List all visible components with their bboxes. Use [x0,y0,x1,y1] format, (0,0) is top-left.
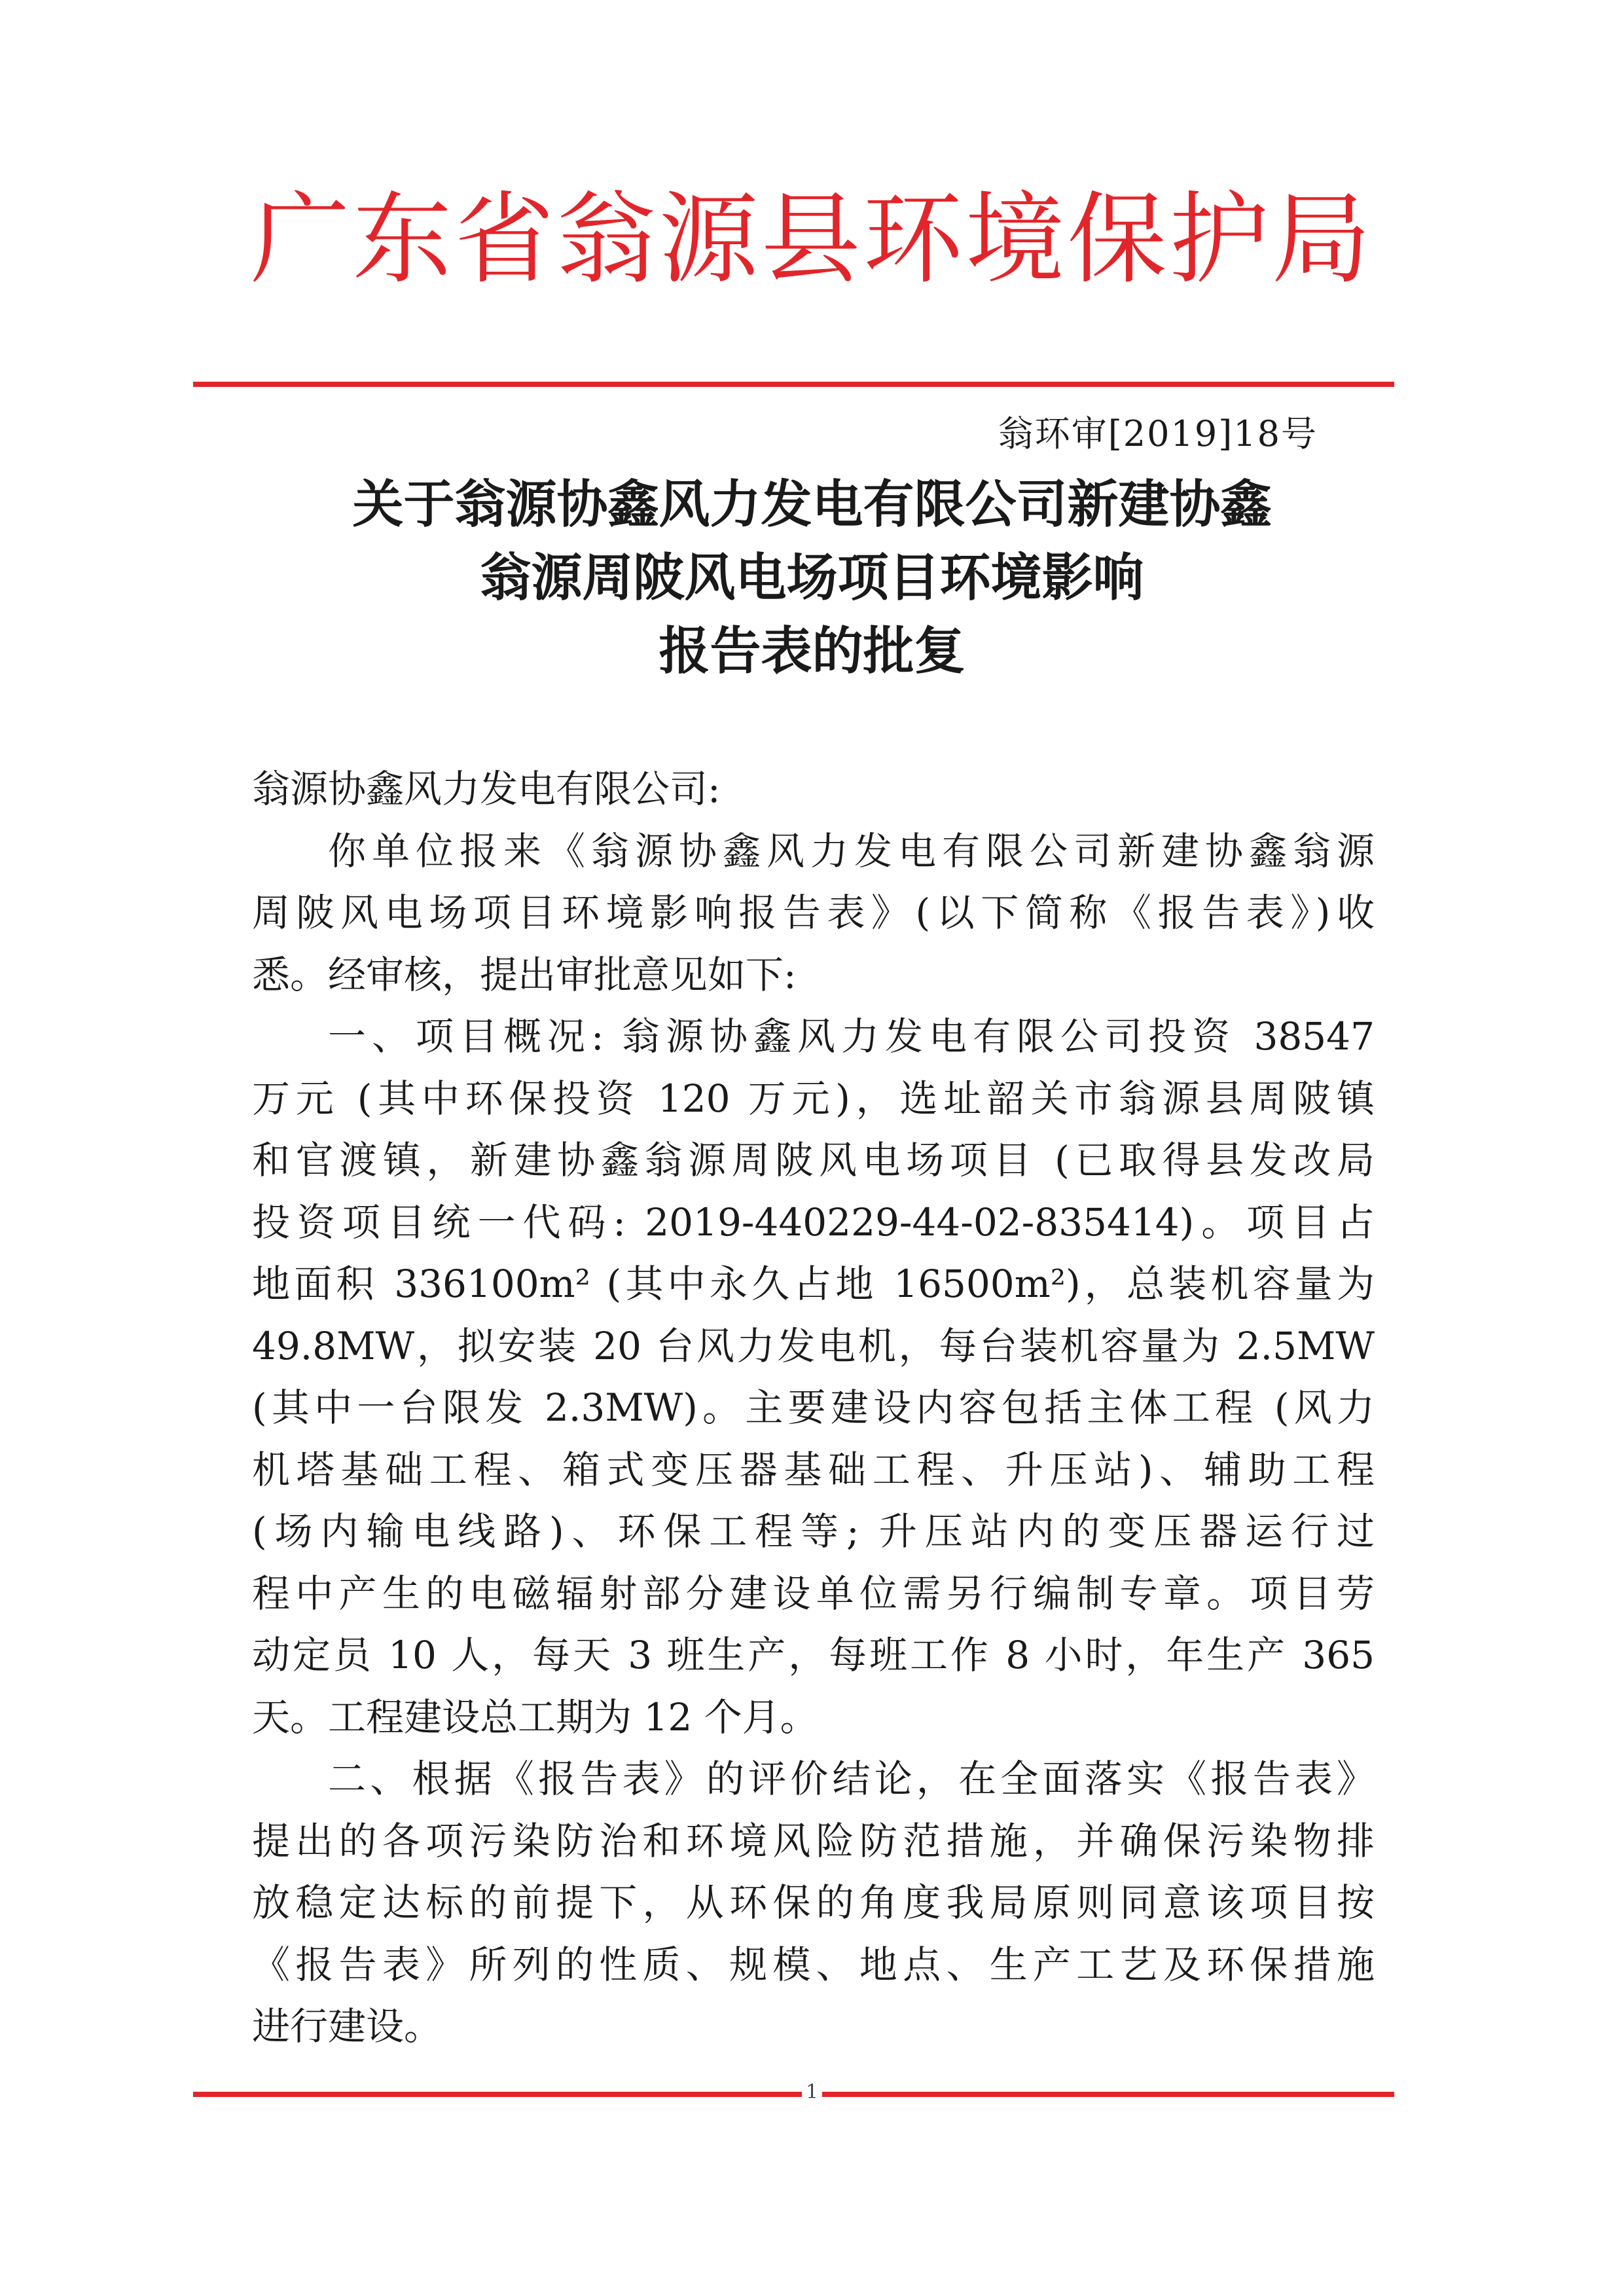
body-line: 进行建设。 [252,2004,442,2049]
salutation: 翁源协鑫风力发电有限公司: [252,767,721,811]
agency-header: 广东省翁源县环境保护局 [250,181,1374,297]
body-line: 和官渡镇，新建协鑫翁源周陂风电场项目 (已取得县发改局 [252,1138,1375,1182]
body-line: 提出的各项污染防治和环境风险防范措施，并确保污染物排 [252,1818,1375,1863]
body-line: 放稳定达标的前提下，从环保的角度我局原则同意该项目按 [252,1880,1375,1925]
body-line: 程中产生的电磁辐射部分建设单位需另行编制专章。项目劳 [252,1571,1375,1616]
body-line: 49.8MW，拟安装 20 台风力发电机，每台装机容量为 2.5MW [252,1323,1375,1368]
page-number: 1 [802,2081,822,2104]
body-line: 你单位报来《翁源协鑫风力发电有限公司新建协鑫翁源 [328,828,1375,873]
document-title [0,468,1624,688]
body-line: 周陂风电场项目环境影响报告表》(以下简称《报告表》)收 [252,890,1375,935]
header-divider-line [193,382,1394,387]
document-number: 翁环审[2019]18号 [998,413,1318,454]
body-line: 万元 (其中环保投资 120 万元)，选址韶关市翁源县周陂镇 [252,1076,1375,1121]
body-line: 机塔基础工程、箱式变压器基础工程、升压站)、辅助工程 [252,1447,1375,1492]
body-line: 《报告表》所列的性质、规模、地点、生产工艺及环保措施 [252,1942,1375,1987]
title-line: 关于翁源协鑫风力发电有限公司新建协鑫 [352,475,1272,534]
body-line: 动定员 10 人，每天 3 班生产，每班工作 8 小时，年生产 365 [252,1633,1375,1677]
body-line: 天。工程建设总工期为 12 个月。 [252,1694,818,1740]
document-body [252,758,1375,2058]
body-line: 投资项目统一代码: 2019-440229-44-02-835414)。项目占 [252,1199,1375,1245]
title-line: 翁源周陂风电场项目环境影响 [480,548,1144,608]
body-line: 悉。经审核，提出审批意见如下: [252,952,797,997]
body-line: 二、根据《报告表》的评价结论，在全面落实《报告表》 [328,1757,1375,1801]
body-line: (其中一台限发 2.3MW)。主要建设内容包括主体工程 (风力 [252,1385,1375,1430]
body-line: 一、项目概况: 翁源协鑫风力发电有限公司投资 38547 [328,1014,1375,1059]
footer-divider-line [193,2092,1394,2097]
title-line: 报告表的批复 [659,621,965,681]
body-line: 地面积 336100m² (其中永久占地 16500m²)，总装机容量为 [252,1262,1375,1306]
body-line: (场内输电线路)、环保工程等; 升压站内的变压器运行过 [252,1509,1375,1554]
